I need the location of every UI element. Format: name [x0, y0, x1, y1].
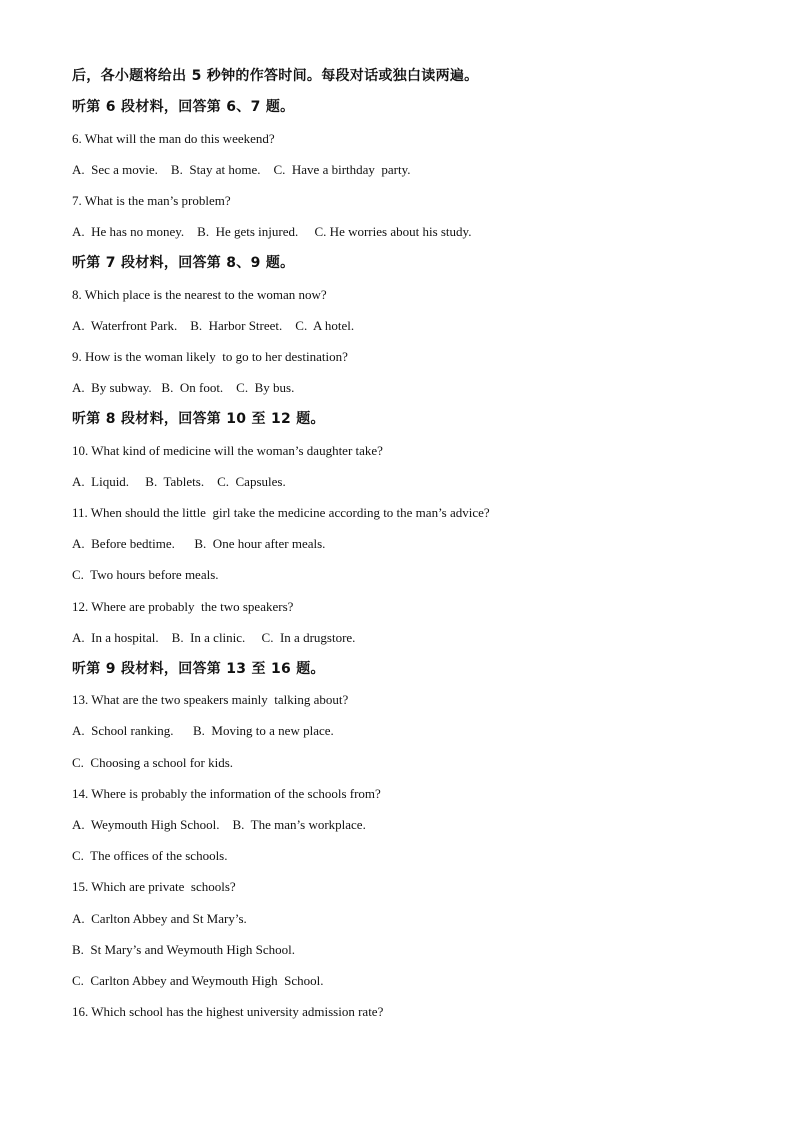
options-11-c: C. Two hours before meals. — [72, 567, 219, 582]
question-13: 13. What are the two speakers mainly talking about? — [72, 692, 349, 707]
options-7: A. He has no money. B. He gets injured. C. He worries about his study. — [72, 224, 472, 239]
options-15-b: B. St Mary’s and Weymouth High School. — [72, 942, 295, 957]
question-10: 10. What kind of medicine will the woman’s daughter take? — [72, 443, 383, 458]
options-15-c: C. Carlton Abbey and Weymouth High School. — [72, 973, 324, 988]
section-heading-8: 听第 8 段材料，回答第 10 至 12 题。 — [72, 411, 325, 427]
question-16: 16. Which school has the highest university admission rate? — [72, 1004, 384, 1019]
options-13-c: C. Choosing a school for kids. — [72, 755, 234, 770]
options-13-ab: A. School ranking. B. Moving to a new place. — [72, 723, 334, 738]
section-heading-6: 听第 6 段材料，回答第 6、7 题。 — [72, 99, 295, 115]
question-7: 7. What is the man’s problem? — [72, 193, 231, 208]
options-9: A. By subway. B. On foot. C. By bus. — [72, 380, 295, 395]
question-9: 9. How is the woman likely to go to her destination? — [72, 349, 348, 364]
question-14: 14. Where is probably the information of the schools from? — [72, 786, 381, 801]
question-12: 12. Where are probably the two speakers? — [72, 599, 294, 614]
options-15-a: A. Carlton Abbey and St Mary’s. — [72, 911, 247, 926]
instruction-text: 后，各小题将给出 5 秒钟的作答时间。每段对话或独白读两遍。 — [72, 68, 479, 84]
question-11: 11. When should the little girl take the medicine according to the man’s advice? — [72, 505, 490, 520]
question-15: 15. Which are private schools? — [72, 879, 236, 894]
options-12: A. In a hospital. B. In a clinic. C. In a drugstore. — [72, 630, 356, 645]
question-8: 8. Which place is the nearest to the woman now? — [72, 287, 327, 302]
options-6: A. Sec a movie. B. Stay at home. C. Have a birthday party. — [72, 162, 411, 177]
section-heading-9: 听第 9 段材料，回答第 13 至 16 题。 — [72, 661, 325, 677]
options-8: A. Waterfront Park. B. Harbor Street. C. A hotel. — [72, 318, 355, 333]
question-6: 6. What will the man do this weekend? — [72, 131, 275, 146]
options-11-ab: A. Before bedtime. B. One hour after meals. — [72, 536, 326, 551]
options-14-ab: A. Weymouth High School. B. The man’s workplace. — [72, 817, 366, 832]
section-heading-7: 听第 7 段材料，回答第 8、9 题。 — [72, 255, 295, 271]
options-10: A. Liquid. B. Tablets. C. Capsules. — [72, 474, 286, 489]
options-14-c: C. The offices of the schools. — [72, 848, 228, 863]
